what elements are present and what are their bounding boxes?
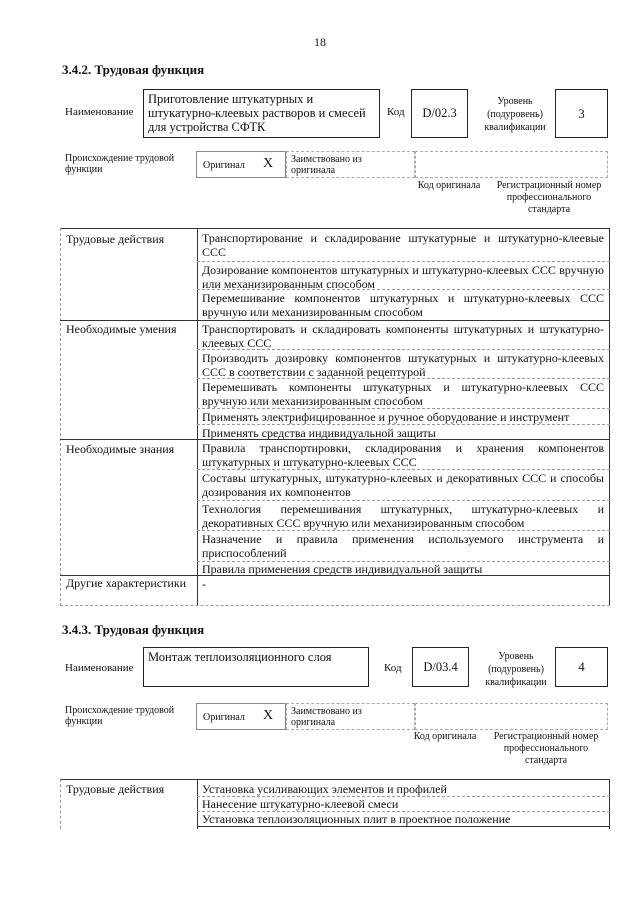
code-value-box: D/03.4 xyxy=(412,647,469,687)
table-row: Установка усиливающих элементов и профилей xyxy=(202,782,447,796)
level-value-box: 4 xyxy=(555,647,608,687)
reg-number-label: Регистрационный номер профессионального стандарта xyxy=(493,731,599,766)
borrowed-label: Заимствовано из оригинала xyxy=(291,154,362,176)
group-label-other: Другие характеристики xyxy=(66,576,187,590)
group-label-actions: Трудовые действия xyxy=(66,782,165,796)
borrowed-box xyxy=(286,703,415,730)
original-mark: X xyxy=(263,156,274,171)
name-label: Наименование xyxy=(65,106,134,118)
level-label: Уровень (подуровень) квалификации xyxy=(485,651,547,688)
name-label: Наименование xyxy=(65,662,134,674)
function-table xyxy=(60,228,610,606)
table-row: Технология перемешивания штукатурных, штукатурно-клеевых и декоративных ССС вручную или механизированным способом xyxy=(202,502,604,530)
page-number: 18 xyxy=(314,35,326,49)
level-label: Уровень (подуровень) квалификации xyxy=(484,96,546,133)
table-row: Дозирование компонентов штукатурных и штукатурно-клеевых ССС вручную или механизированным способом xyxy=(202,263,604,291)
table-row: Установка теплоизоляционных плит в проектное положение xyxy=(202,812,511,826)
borrowed-box xyxy=(286,151,415,178)
reg-number-label: Регистрационный номер профессионального стандарта xyxy=(496,180,602,215)
table-row: Нанесение штукатурно-клеевой смеси xyxy=(202,797,399,811)
borrowed-label: Заимствовано из оригинала xyxy=(291,706,362,728)
code-original-label: Код оригинала xyxy=(417,180,481,191)
table-row: Правила транспортировки, складирования и хранения компонентов штукатурных и штукатурно-клеевых ССС xyxy=(202,441,604,469)
table-row: Составы штукатурных, штукатурно-клеевых и декоративных ССС и способы дозирования их компонентов xyxy=(202,471,604,499)
group-label-knowledge: Необходимые знания xyxy=(66,442,175,456)
table-row: Применять средства индивидуальной защиты xyxy=(202,426,436,440)
table-row: Перемешивать компоненты штукатурных и штукатурно-клеевых ССС вручную или механизированным способом xyxy=(202,380,604,408)
original-mark: X xyxy=(263,708,274,723)
original-box xyxy=(196,151,286,178)
code-label: Код xyxy=(387,106,405,118)
table-row: Применять электрифицированное и ручное оборудование и инструмент xyxy=(202,410,570,424)
table-row: Производить дозировку компонентов штукатурных и штукатурно-клеевых ССС в соответствии с заданной рецептурой xyxy=(202,351,604,379)
original-label: Оригинал xyxy=(203,160,245,171)
group-label-skills: Необходимые умения xyxy=(66,322,177,336)
origin-label: Происхождение трудовой функции xyxy=(65,705,175,727)
name-value-box: Приготовление штукатурных и штукатурно-клеевых растворов и смесей для устройства СФТК xyxy=(143,89,380,138)
original-box xyxy=(196,703,286,730)
origin-label: Происхождение трудовой функции xyxy=(65,153,175,175)
table-row: Правила применения средств индивидуальной защиты xyxy=(202,562,483,576)
borrowed-code-box xyxy=(415,703,608,730)
section-heading: 3.4.3. Трудовая функция xyxy=(62,622,205,637)
original-label: Оригинал xyxy=(203,712,245,723)
table-row: Транспортировать и складировать компоненты штукатурных и штукатурно-клеевых ССС xyxy=(202,322,604,350)
function-table xyxy=(60,779,610,829)
table-row: Транспортирование и складирование штукатурные и штукатурно-клеевые ССС xyxy=(202,231,604,259)
table-row: - xyxy=(202,577,206,591)
code-original-label: Код оригинала xyxy=(413,731,477,742)
table-row: Перемешивание компонентов штукатурных и штукатурно-клеевых ССС вручную или механизированным способом xyxy=(202,291,604,319)
code-value-box: D/02.3 xyxy=(411,89,468,138)
borrowed-code-box xyxy=(415,151,608,178)
code-label: Код xyxy=(384,662,402,674)
name-value-box: Монтаж теплоизоляционного слоя xyxy=(143,647,369,687)
table-row: Назначение и правила применения используемого инструмента и приспособлений xyxy=(202,532,604,560)
level-value-box: 3 xyxy=(555,89,608,138)
group-label-actions: Трудовые действия xyxy=(66,232,165,246)
section-heading: 3.4.2. Трудовая функция xyxy=(62,62,205,77)
